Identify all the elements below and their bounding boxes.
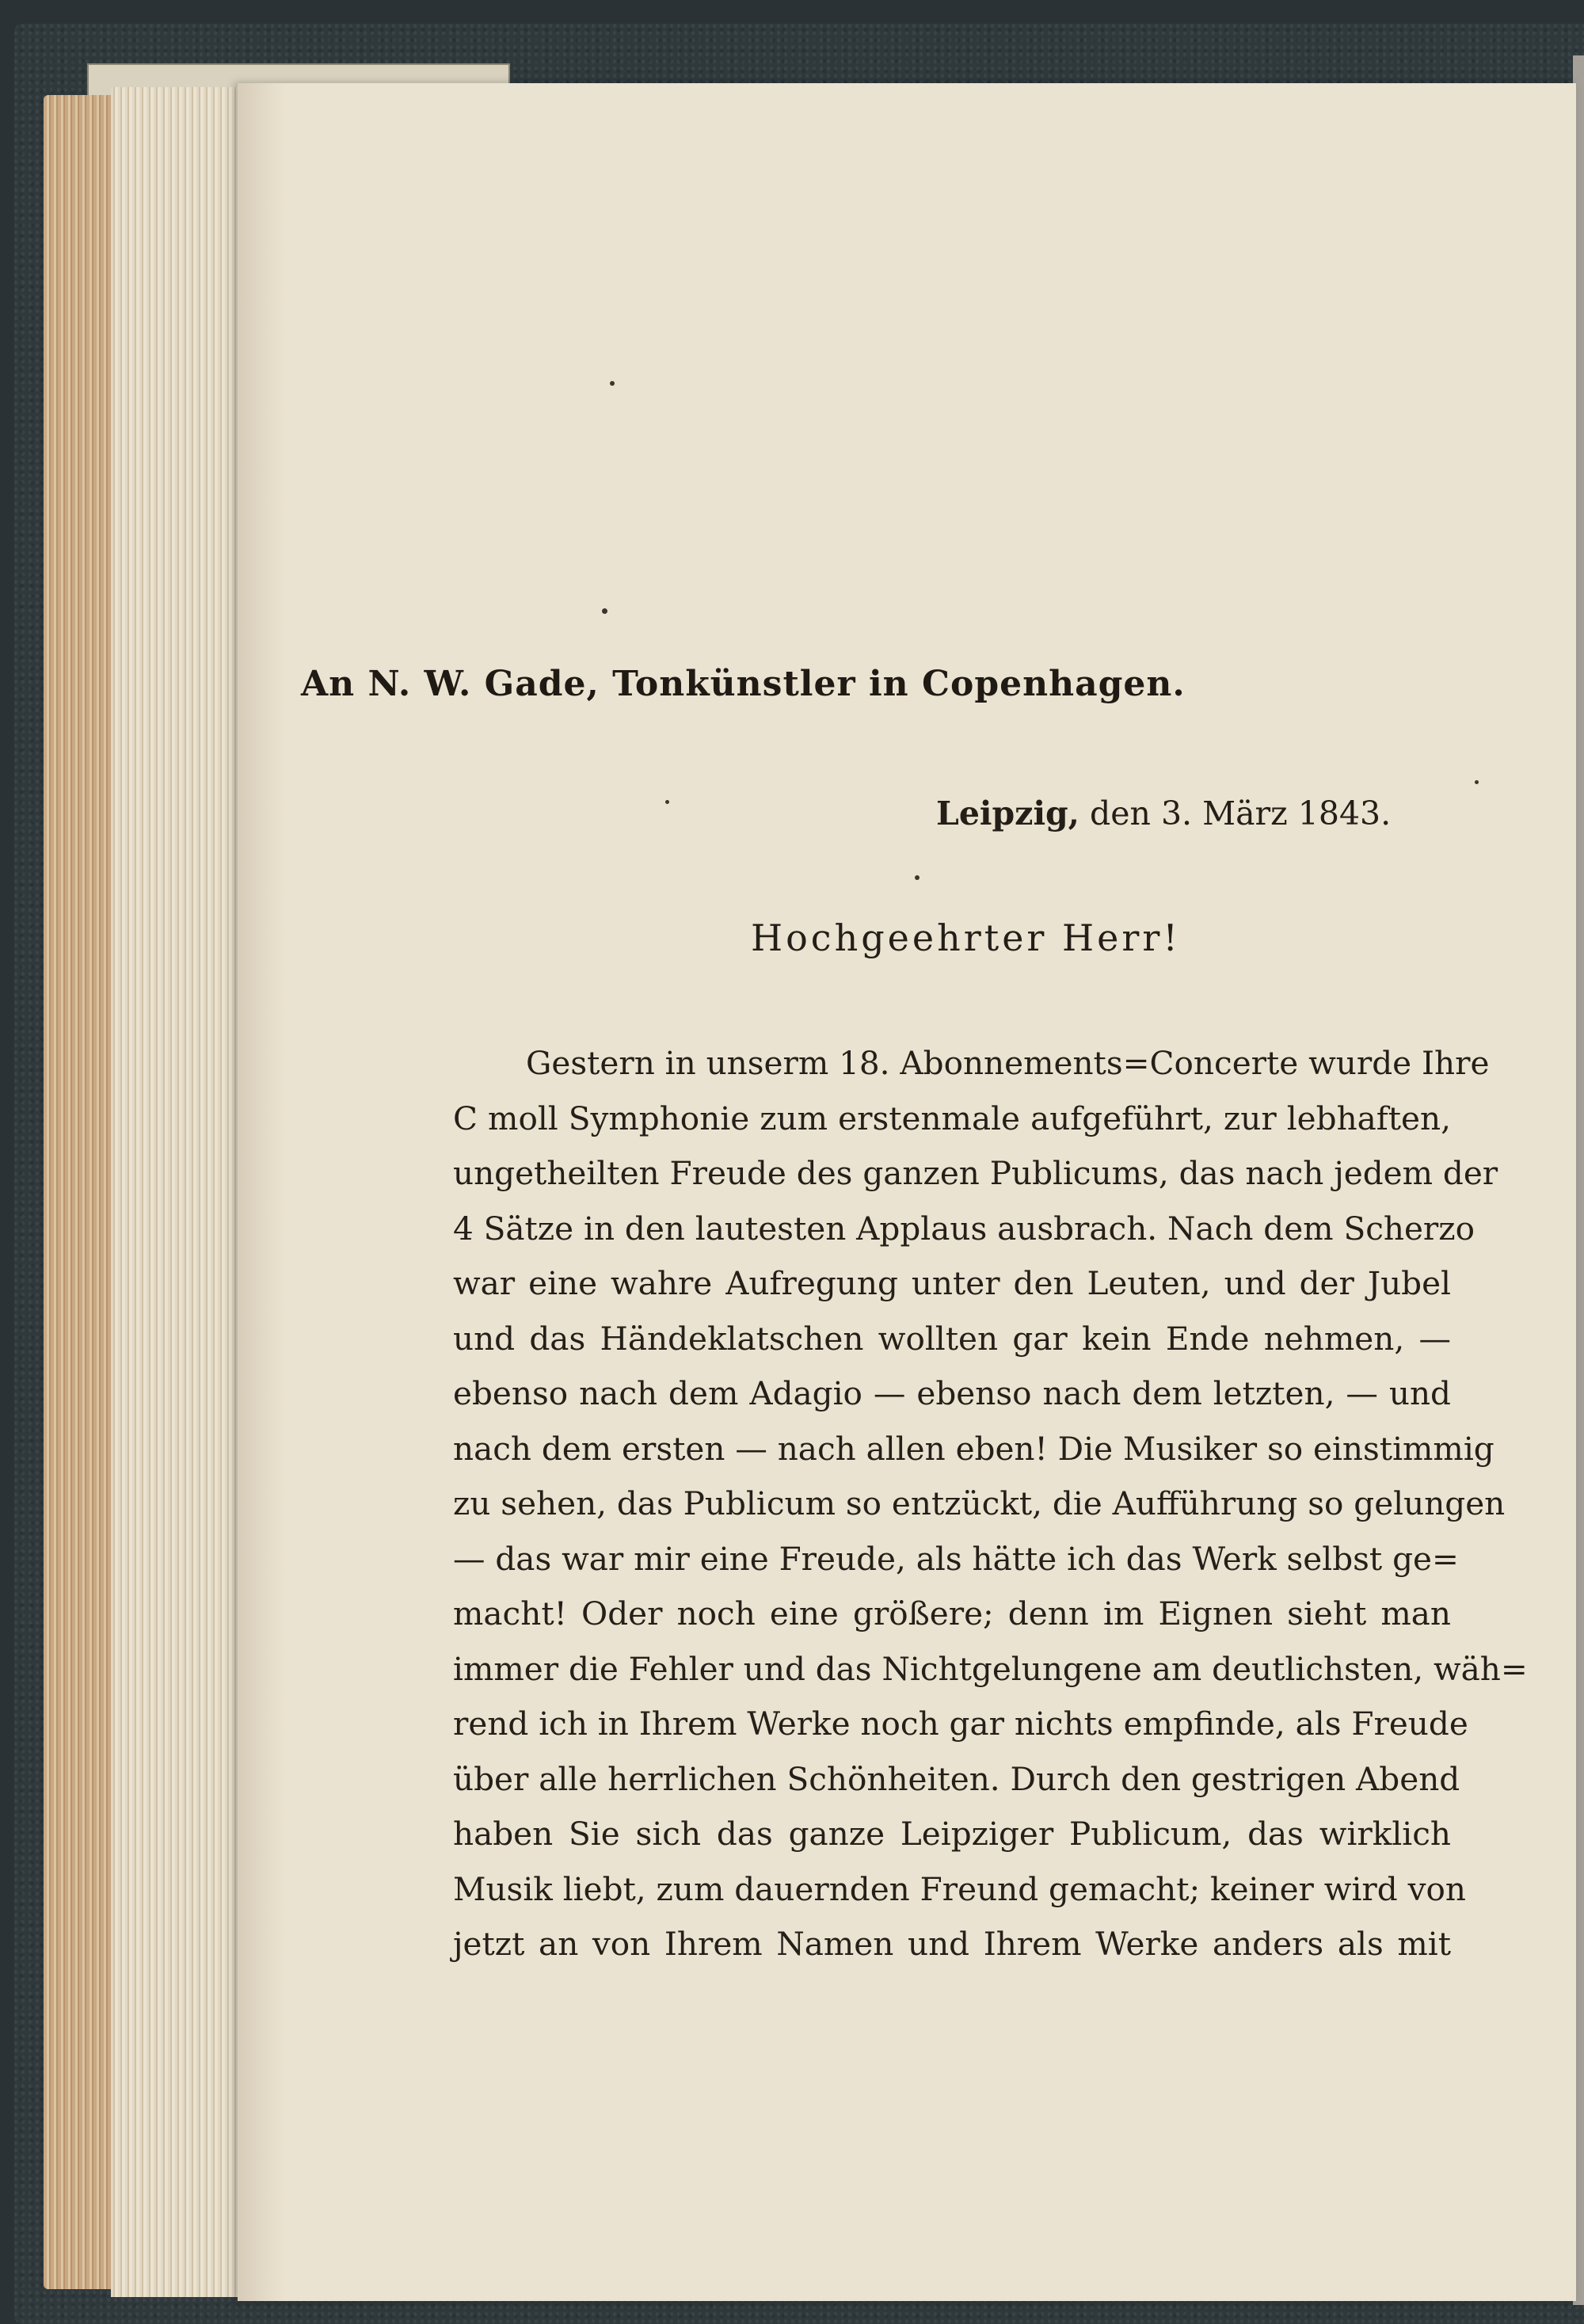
body-line: jetzt an von Ihrem Namen und Ihrem Werke anders als mit — [453, 1925, 1451, 1963]
body-line: ungetheilten Freude des ganzen Publicums, das nach jedem der — [453, 1154, 1498, 1192]
body-line: macht! Oder noch eine größere; denn im Eignen sieht man — [453, 1594, 1451, 1633]
body-line: 4 Sätze in den lautesten Applaus ausbrach. Nach dem Scherzo — [453, 1209, 1475, 1248]
body-line: über alle herrlichen Schönheiten. Durch den gestrigen Abend — [453, 1759, 1460, 1798]
ink-speck — [665, 800, 669, 804]
body-line: und das Händeklatschen wollten gar kein Ende nehmen, — — [453, 1319, 1451, 1358]
ink-speck — [915, 875, 920, 880]
body-line: haben Sie sich das ganze Leipziger Publicum, das wirklich — [453, 1815, 1451, 1853]
letter-title: An N. W. Gade, Tonkünstler in Copenhagen. — [301, 664, 1186, 704]
body-line: zu sehen, das Publicum so entzückt, die Aufführung so gelungen — [453, 1484, 1506, 1522]
body-line: rend ich in Ihrem Werke noch gar nichts empfinde, als Freude — [453, 1705, 1468, 1743]
body-line: nach dem ersten — nach allen eben! Die Musiker so einstimmig — [453, 1429, 1495, 1468]
body-line: Gestern in unserm 18. Abonnements=Concerte wurde Ihre — [526, 1044, 1490, 1082]
dateline-date: den 3. März 1843. — [1090, 794, 1392, 832]
body-line: ebenso nach dem Adagio — ebenso nach dem letzten, — und — [453, 1374, 1451, 1412]
body-line: C moll Symphonie zum erstenmale aufgeführt, zur lebhaften, — [453, 1099, 1451, 1137]
dateline — [936, 794, 1491, 832]
body-line: war eine wahre Aufregung unter den Leuten, und der Jubel — [453, 1264, 1451, 1302]
page-edges-inner — [111, 87, 253, 2297]
body-line: — das war mir eine Freude, als hätte ich das Werk selbst ge= — [453, 1539, 1459, 1578]
dateline-place: Leipzig, — [936, 794, 1079, 832]
ink-speck — [602, 608, 607, 614]
letter-body — [453, 1036, 1528, 1972]
body-line: immer die Fehler und das Nichtgelungene am deutlichsten, wäh= — [453, 1649, 1528, 1688]
ink-speck — [1475, 780, 1479, 784]
ink-speck — [610, 381, 615, 386]
salutation: Hochgeehrter Herr! — [751, 916, 1181, 959]
body-line: Musik liebt, zum dauernden Freund gemacht; keiner wird von — [453, 1869, 1466, 1908]
